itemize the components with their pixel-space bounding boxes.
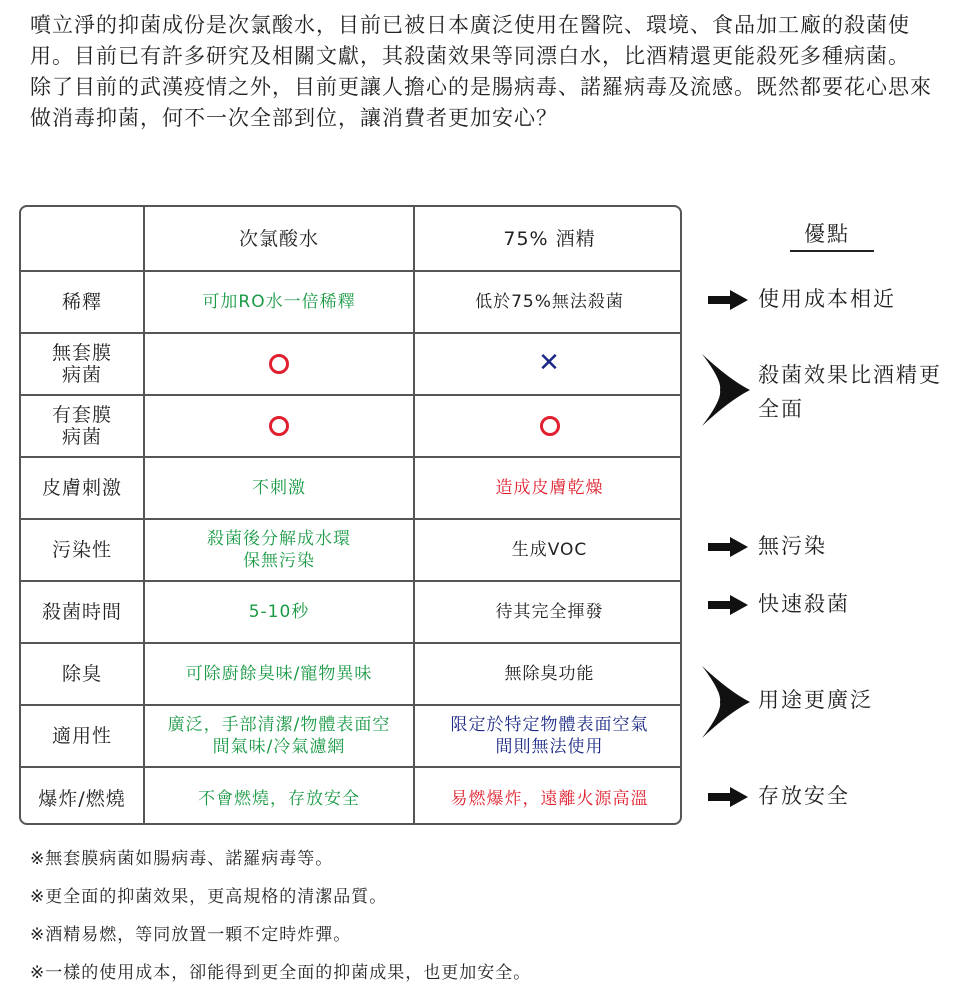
table-row [21,271,682,333]
cell-alcohol [414,395,682,457]
cell-alcohol [414,333,682,395]
row-label: 適用性 [21,705,144,767]
table-row [21,519,682,581]
header-empty-cell [21,207,144,271]
cell-alcohol: 無除臭功能 [414,643,682,705]
arrow-right-icon [708,787,748,807]
table-row [21,767,682,825]
comparison-table [19,205,682,825]
cell-alcohol: 生成VOC [414,519,682,581]
brace-arrow-icon [700,352,752,428]
cell-hypochlorous [144,395,414,457]
circle-yes-icon [269,416,289,436]
table-row [21,395,682,457]
table-header-row [21,207,682,271]
cell-alcohol: 造成皮膚乾燥 [414,457,682,519]
brace-arrow-icon [700,664,752,740]
advantage-no-pollution: 無污染 [758,534,827,558]
cell-hypochlorous [144,333,414,395]
advantage-safe-storage: 存放安全 [758,784,850,808]
row-label: 有套膜病菌 [21,395,144,457]
intro-paragraph-2: 除了目前的武漢疫情之外，目前更讓人擔心的是腸病毒、諾羅病毒及流感。既然都要花心思來做消毒抑菌，何不一次全部到位，讓消費者更加安心？ [30,75,932,130]
row-label: 稀釋 [21,271,144,333]
advantages-title: 優點 [804,222,850,246]
header-hypochlorous: 次氯酸水 [144,207,414,271]
intro-paragraph-1: 噴立淨的抑菌成份是次氯酸水，目前已被日本廣泛使用在醫院、環境、食品加工廠的殺菌使用。目前已有許多研究及相關文獻，其殺菌效果等同漂白水，比酒精還更能殺死多種病菌。 [30,13,910,68]
table-row [21,457,682,519]
table-row [21,581,682,643]
circle-yes-icon [540,416,560,436]
table-row [21,705,682,767]
advantage-versatile: 用途更廣泛 [758,688,873,712]
footnote: ※一樣的使用成本，卻能得到更全面的抑菌成果，也更加安全。 [30,963,532,983]
cell-alcohol: 易燃爆炸，遠離火源高溫 [414,767,682,825]
arrow-right-icon [708,290,748,310]
cell-hypochlorous: 不會燃燒，存放安全 [144,767,414,825]
cell-hypochlorous: 可加RO水一倍稀釋 [144,271,414,333]
footnote: ※更全面的抑菌效果，更高規格的清潔品質。 [30,887,388,907]
cell-hypochlorous: 殺菌後分解成水環保無污染 [144,519,414,581]
cell-hypochlorous: 可除廚餘臭味/寵物異味 [144,643,414,705]
advantages-underline [790,250,874,252]
circle-yes-icon [269,354,289,374]
footnotes [30,840,531,992]
arrow-right-icon [708,595,748,615]
cell-alcohol: 低於75%無法殺菌 [414,271,682,333]
footnote: ※無套膜病菌如腸病毒、諾羅病毒等。 [30,849,334,869]
cell-hypochlorous: 5-10秒 [144,581,414,643]
row-label: 皮膚刺激 [21,457,144,519]
row-label: 殺菌時間 [21,581,144,643]
cell-alcohol: 待其完全揮發 [414,581,682,643]
intro-text [30,10,950,134]
advantage-cost: 使用成本相近 [758,287,896,311]
row-label: 污染性 [21,519,144,581]
row-label: 爆炸/燃燒 [21,767,144,825]
cell-alcohol: 限定於特定物體表面空氣間則無法使用 [414,705,682,767]
cell-hypochlorous: 不刺激 [144,457,414,519]
arrow-right-icon [708,537,748,557]
advantage-fast: 快速殺菌 [758,592,850,616]
advantage-effect: 殺菌效果比酒精更全面 [758,363,942,421]
header-alcohol: 75% 酒精 [414,207,682,271]
table-row [21,333,682,395]
table-row [21,643,682,705]
row-label: 除臭 [21,643,144,705]
footnote: ※酒精易燃，等同放置一顆不定時炸彈。 [30,925,352,945]
cell-hypochlorous: 廣泛，手部清潔/物體表面空間氣味/冷氣濾網 [144,705,414,767]
row-label: 無套膜病菌 [21,333,144,395]
cross-no-icon: ✕ [538,347,561,378]
